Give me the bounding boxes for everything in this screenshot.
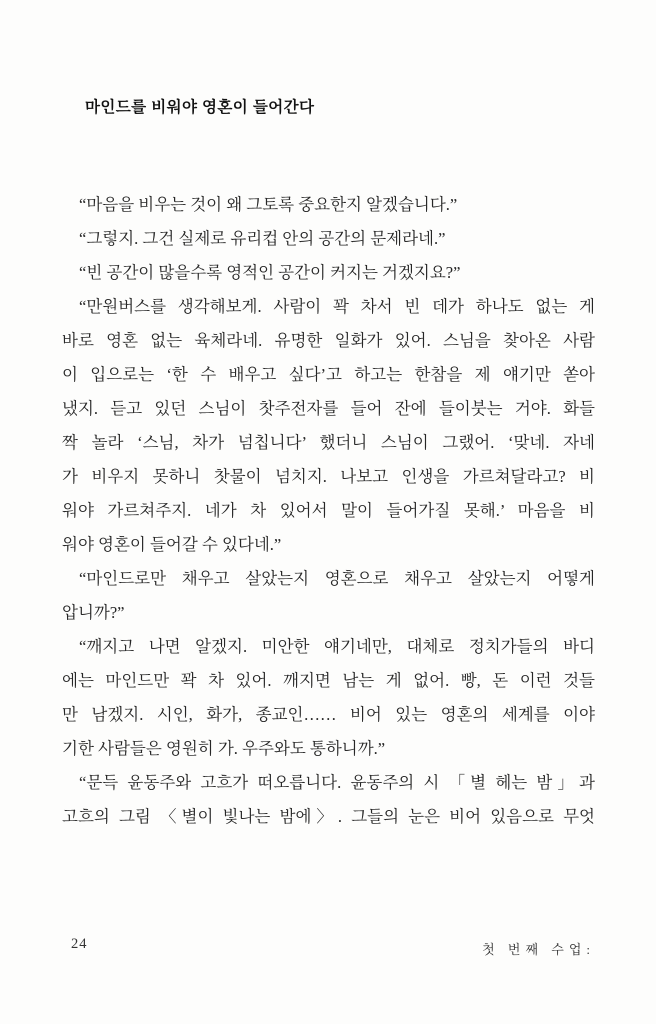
- chapter-heading: 마인드를 비워야 영혼이 들어간다: [85, 99, 315, 116]
- text-line: 워야 가르쳐주지. 네가 차 있어서 말이 들어가질 못해.’ 마음을 비: [62, 501, 595, 520]
- text-line: “빈 공간이 많을수록 영적인 공간이 커지는 거겠지요?”: [79, 263, 461, 282]
- text-line: 고흐의 그림 〈별이 빛나는 밤에〉. 그들의 눈은 비어 있음으로 무엇: [62, 807, 595, 826]
- text-line: 만 남겠지. 시인, 화가, 종교인…… 비어 있는 영혼의 세계를 이야: [62, 705, 595, 724]
- text-line: “마음을 비우는 것이 왜 그토록 중요한지 알겠습니다.”: [79, 195, 458, 214]
- text-line: 압니까?”: [62, 603, 125, 622]
- text-line: “만원버스를 생각해보게. 사람이 꽉 차서 빈 데가 하나도 없는 게: [79, 297, 595, 316]
- text-line: 에는 마인드만 꽉 차 있어. 깨지면 남는 게 없어. 빵, 돈 이런 것들: [62, 671, 595, 690]
- running-title: 첫 번째 수업:: [482, 942, 595, 957]
- text-line: 기한 사람들은 영원히 가. 우주와도 통하니까.”: [62, 739, 386, 758]
- text-line: “그렇지. 그건 실제로 유리컵 안의 공간의 문제라네.”: [79, 229, 446, 248]
- text-line: 이 입으로는 ‘한 수 배우고 싶다’고 하고는 한참을 제 얘기만 쏟아: [62, 365, 595, 384]
- text-line: 냈지. 듣고 있던 스님이 찻주전자를 들어 잔에 들이붓는 거야. 화들: [62, 399, 595, 418]
- text-line: “문득 윤동주와 고흐가 떠오릅니다. 윤동주의 시 「별 헤는 밤」과: [79, 773, 595, 792]
- page-number: 24: [71, 936, 88, 952]
- text-line: 워야 영혼이 들어갈 수 있다네.”: [62, 535, 282, 554]
- text-line: 가 비우지 못하니 찻물이 넘치지. 나보고 인생을 가르쳐달라고? 비: [62, 467, 595, 486]
- text-line: “깨지고 나면 알겠지. 미안한 얘기네만, 대체로 정치가들의 바디: [79, 637, 595, 656]
- text-line: 짝 놀라 ‘스님, 차가 넘칩니다’ 했더니 스님이 그랬어. ‘맞네. 자네: [62, 433, 595, 452]
- text-line: 바로 영혼 없는 육체라네. 유명한 일화가 있어. 스님을 찾아온 사람: [62, 331, 595, 350]
- body-text: [62, 188, 595, 834]
- text-line: “마인드로만 채우고 살았는지 영혼으로 채우고 살았는지 어떻게: [79, 569, 595, 588]
